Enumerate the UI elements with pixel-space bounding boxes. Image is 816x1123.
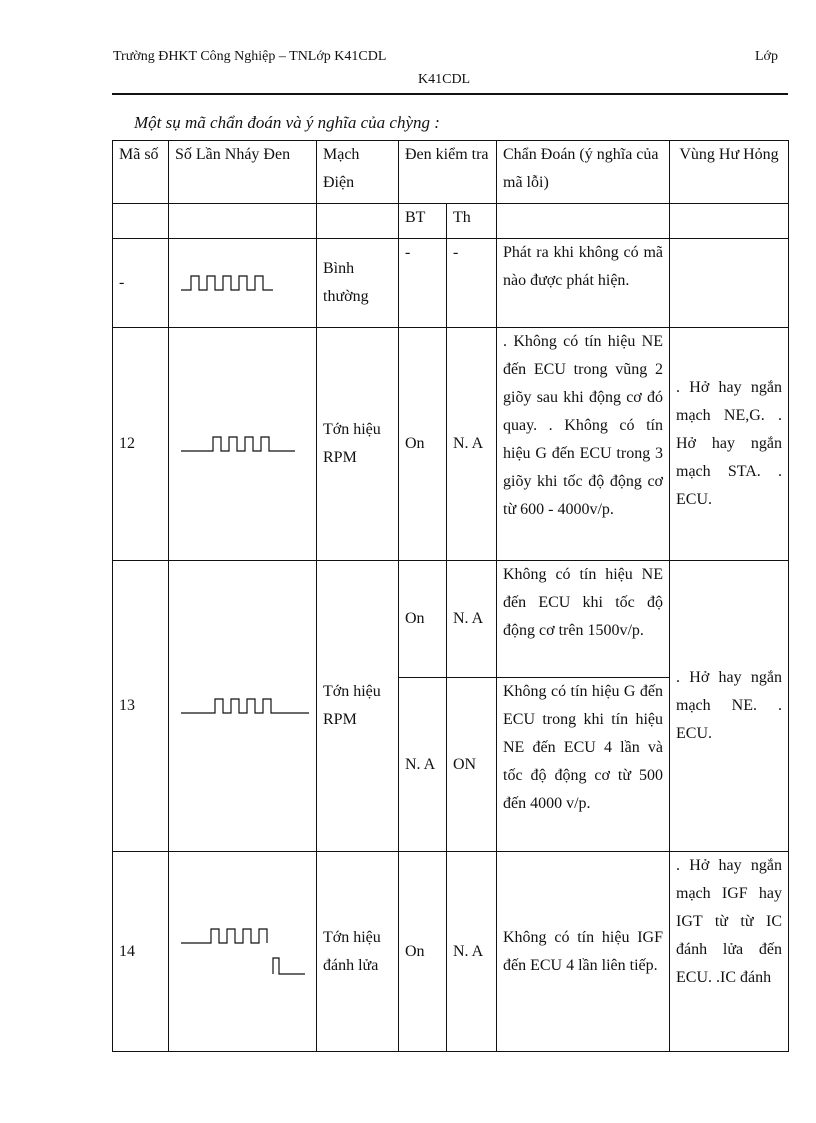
row-area: . Hở hay ngắn mạch NE. . ECU. (670, 561, 789, 852)
diagnostic-code-table (112, 140, 789, 1052)
header-left: Trường ĐHKT Công Nghiệp – TNLớp K41CDL (113, 49, 387, 64)
table-row (113, 328, 789, 561)
row-diagnosis: . Không có tín hiệu NE đến ECU trong vũng 2 giõy sau khi động cơ đó quay. . Không có tín hiệu G đến ECU trong 3 giõy khi tốc độ động cơ từ 600 - 4000v/p. (497, 328, 670, 561)
subheader-th: Th (447, 204, 497, 239)
blink-pattern-normal (169, 239, 317, 328)
row-area: . Hở hay ngắn mạch IGF hay IGT từ từ IC đánh lửa đến ECU. .IC đánh (670, 852, 789, 1052)
row-circuit: Tớn hiệu RPM (317, 561, 399, 852)
table-subheader-row (113, 204, 789, 239)
row-diagnosis: Không có tín hiệu G đến ECU trong khi tín hiệu NE đến ECU 4 lần và tốc độ động cơ từ 500 đến 4000 v/p. (497, 678, 670, 852)
row-circuit: Tớn hiệu RPM (317, 328, 399, 561)
header-right: Lớp (755, 49, 778, 64)
blink-pattern-code-14 (169, 852, 317, 1052)
row-code: 14 (113, 852, 169, 1052)
row-th: ON (447, 678, 497, 852)
header-code: Mã số (113, 141, 169, 204)
header-left-continued: K41CDL (418, 72, 471, 87)
row-code: - (113, 239, 169, 328)
row-diagnosis: Không có tín hiệu NE đến ECU khi tốc độ động cơ trên 1500v/p. (497, 561, 670, 678)
header-lamp: Đen kiểm tra (399, 141, 497, 204)
table-caption: Một sụ mã chẩn đoán và ý nghĩa của chỳng : (134, 113, 440, 132)
blink-pattern-code-12 (169, 328, 317, 561)
row-area (670, 239, 789, 328)
row-bt: On (399, 328, 447, 561)
row-code: 13 (113, 561, 169, 852)
row-circuit: Bình thường (317, 239, 399, 328)
row-code: 12 (113, 328, 169, 561)
row-area: . Hở hay ngắn mạch NE,G. . Hở hay ngắn mạch STA. . ECU. (670, 328, 789, 561)
row-th: N. A (447, 852, 497, 1052)
row-bt: - (399, 239, 447, 328)
table-header-row (113, 141, 789, 204)
header-circuit: Mạch Điện (317, 141, 399, 204)
row-bt: N. A (399, 678, 447, 852)
table-row (113, 852, 789, 1052)
table-row (113, 239, 789, 328)
header-blinks: Số Lần Nháy Đen (169, 141, 317, 204)
row-bt: On (399, 852, 447, 1052)
row-th: N. A (447, 328, 497, 561)
row-th: - (447, 239, 497, 328)
header-area: Vùng Hư Hỏng (670, 141, 789, 204)
blink-pattern-code-13 (169, 561, 317, 852)
header-rule (112, 93, 788, 95)
row-th: N. A (447, 561, 497, 678)
row-diagnosis: Không có tín hiệu IGF đến ECU 4 lần liên tiếp. (497, 852, 670, 1052)
subheader-bt: BT (399, 204, 447, 239)
row-bt: On (399, 561, 447, 678)
table-row (113, 561, 789, 678)
row-diagnosis: Phát ra khi không có mã nào được phát hiện. (497, 239, 670, 328)
header-diagnosis: Chẩn Đoán (ý nghĩa của mã lỗi) (497, 141, 670, 204)
row-circuit: Tớn hiệu đánh lửa (317, 852, 399, 1052)
